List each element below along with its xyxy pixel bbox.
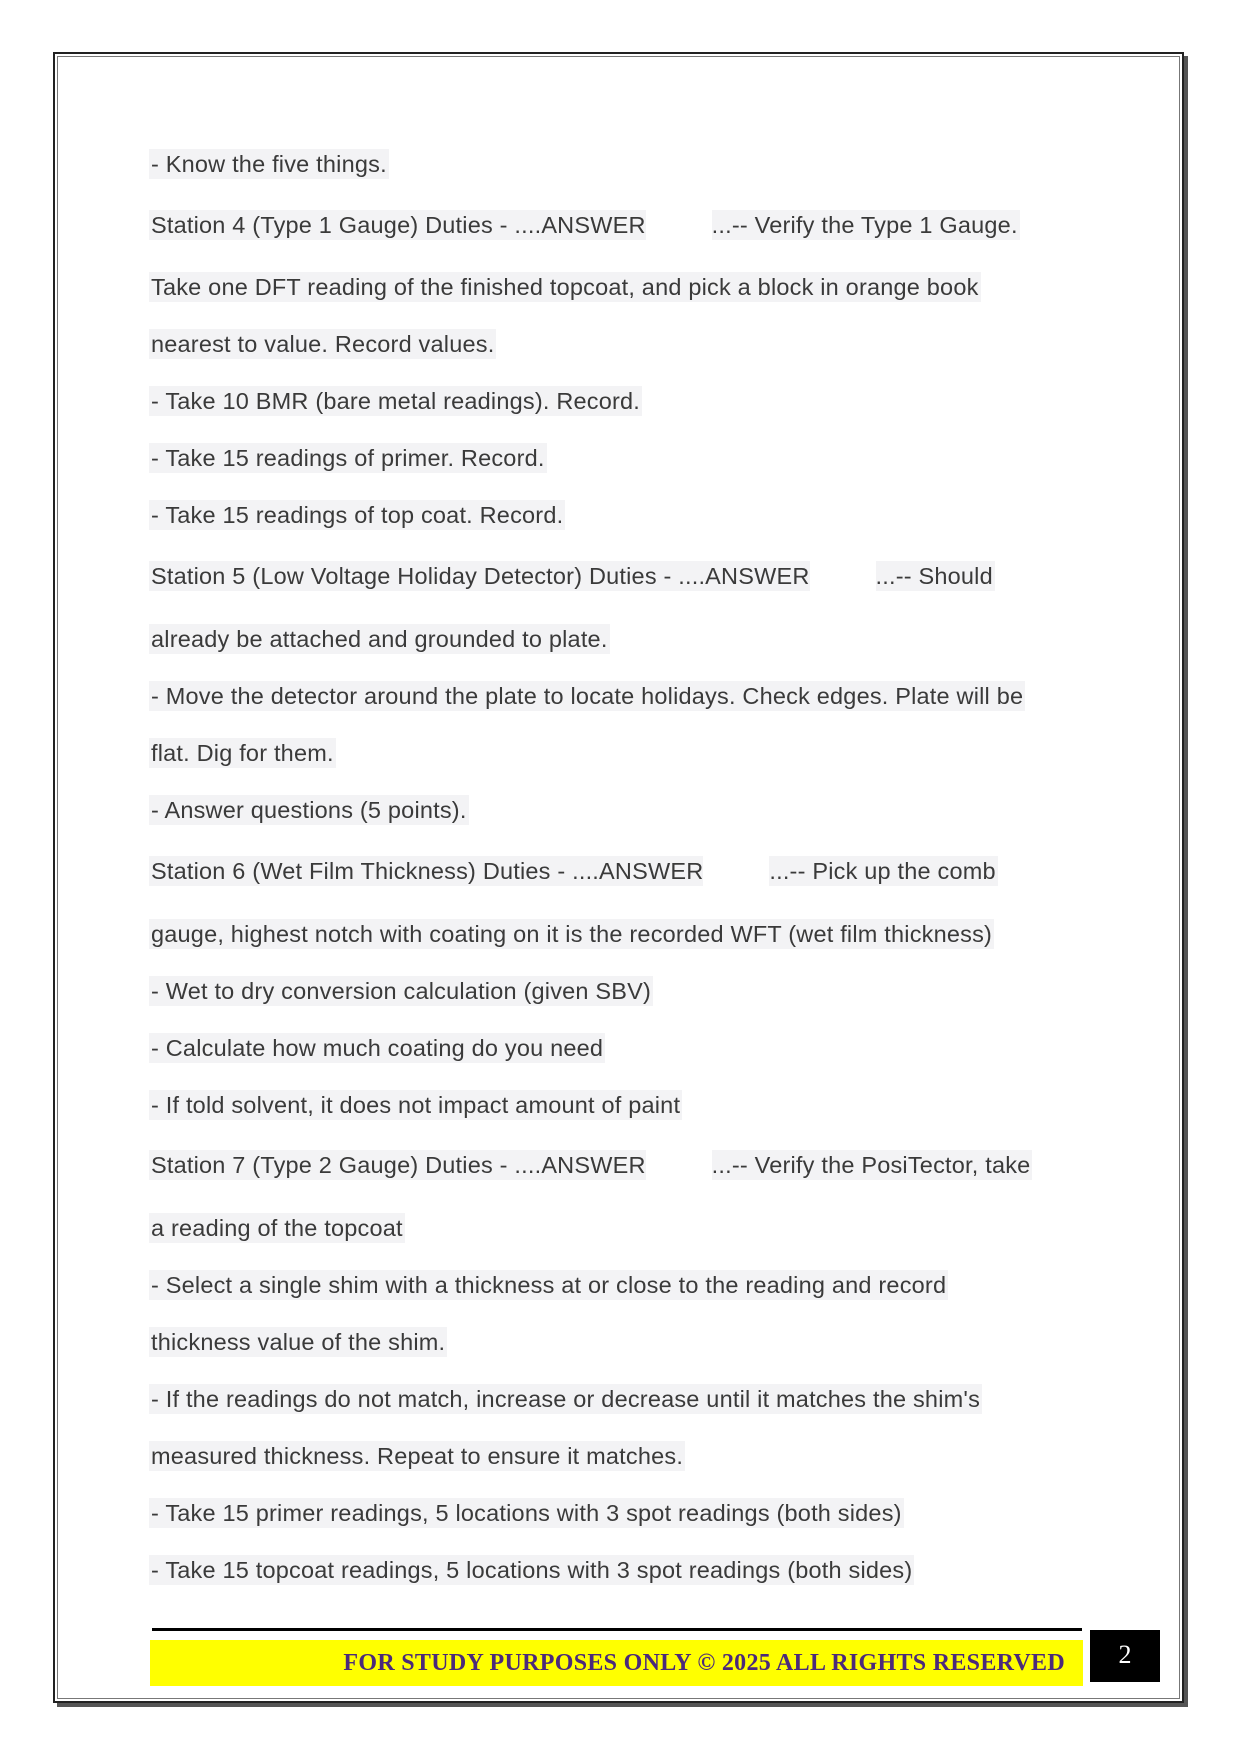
footer-divider — [152, 1628, 1082, 1631]
footer-text: FOR STUDY PURPOSES ONLY © 2025 ALL RIGHTS RESERVED — [343, 1649, 1065, 1676]
text-line: - Take 15 readings of top coat. Record. — [151, 502, 564, 528]
text-line: - If the readings do not match, increase or decrease until it matches the shim's — [151, 1386, 981, 1412]
text-line: thickness value of the shim. — [151, 1329, 446, 1355]
text-line: already be attached and grounded to plate. — [151, 626, 608, 652]
station-5-heading: Station 5 (Low Voltage Holiday Detector) Duties - ....ANSWER ...-- Should — [151, 563, 993, 589]
text-line: - Take 15 topcoat readings, 5 locations with 3 spot readings (both sides) — [151, 1557, 913, 1583]
text-line: - Take 10 BMR (bare metal readings). Record. — [151, 388, 641, 414]
footer-banner — [150, 1640, 1083, 1686]
page-number: 2 — [1090, 1630, 1160, 1682]
text-line: - Move the detector around the plate to locate holidays. Check edges. Plate will be — [151, 683, 1024, 709]
text-line: - If told solvent, it does not impact amount of paint — [151, 1092, 681, 1118]
text-line: - Know the five things. — [151, 151, 387, 177]
text-line: nearest to value. Record values. — [151, 331, 495, 357]
text-line: - Calculate how much coating do you need — [151, 1035, 604, 1061]
text-line: gauge, highest notch with coating on it is the recorded WFT (wet film thickness) — [151, 921, 993, 947]
text-line: a reading of the topcoat — [151, 1215, 403, 1241]
text-line: - Select a single shim with a thickness at or close to the reading and record — [151, 1272, 947, 1298]
text-line: Take one DFT reading of the finished topcoat, and pick a block in orange book — [151, 274, 979, 300]
station-6-heading: Station 6 (Wet Film Thickness) Duties - ....ANSWER ...-- Pick up the comb — [151, 858, 996, 884]
text-line: - Take 15 primer readings, 5 locations with 3 spot readings (both sides) — [151, 1500, 902, 1526]
text-line: - Answer questions (5 points). — [151, 797, 467, 823]
station-7-heading: Station 7 (Type 2 Gauge) Duties - ....ANSWER ...-- Verify the PosiTector, take — [151, 1152, 1031, 1178]
station-4-heading: Station 4 (Type 1 Gauge) Duties - ....ANSWER ...-- Verify the Type 1 Gauge. — [151, 212, 1018, 238]
text-line: - Wet to dry conversion calculation (given SBV) — [151, 978, 652, 1004]
text-line: - Take 15 readings of primer. Record. — [151, 445, 545, 471]
text-line: flat. Dig for them. — [151, 740, 334, 766]
text-line: measured thickness. Repeat to ensure it matches. — [151, 1443, 684, 1469]
